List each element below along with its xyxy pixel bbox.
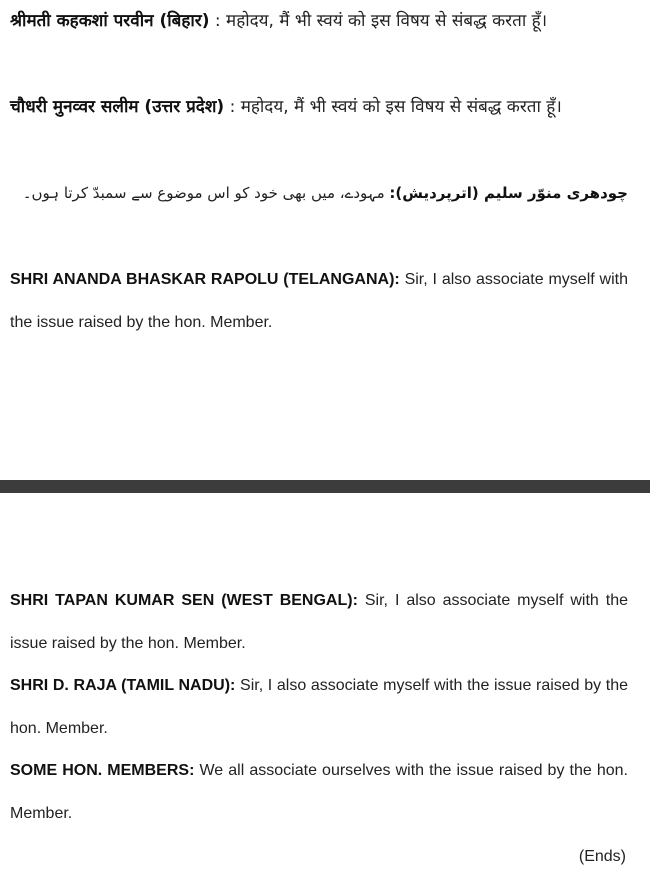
speaker-name: SHRI ANANDA BHASKAR RAPOLU (TELANGANA):	[10, 271, 400, 288]
statement-hindi-2	[10, 86, 628, 129]
speaker-name: श्रीमती कहकशां परवीन (बिहार)	[10, 11, 210, 31]
statement-english-1	[10, 258, 628, 344]
speaker-name: चौधरी मुनव्वर सलीम (उत्तर प्रदेश)	[10, 97, 225, 117]
document-page-bottom	[0, 493, 650, 873]
speaker-name: چودھری منوّر سلیم (اترپردیش):	[389, 184, 628, 202]
page-divider	[0, 480, 650, 493]
statement-english-3	[10, 664, 628, 750]
statement-text: Sir, I also associate myself with the issue raised by the hon. Member.	[10, 677, 629, 737]
statement-text: We all associate ourselves with the issue raised by the hon. Member.	[10, 762, 629, 822]
statement-text: Sir, I also associate myself with the issue raised by the hon. Member.	[10, 271, 629, 331]
speaker-name: SHRI D. RAJA (TAMIL NADU):	[10, 677, 236, 694]
statement-text: مہودے، میں بھی خود کو اس موضوع سے سمبدّ کرتا ہوں۔	[22, 184, 390, 202]
statement-text: : महोदय, मैं भी स्वयं को इस विषय से संबद्ध करता हूँ।	[209, 11, 548, 31]
statement-english-2	[10, 579, 628, 665]
statement-hindi-1	[10, 0, 628, 43]
ends-marker: (Ends)	[578, 848, 626, 865]
statement-urdu	[10, 172, 628, 215]
speaker-name: SHRI TAPAN KUMAR SEN (WEST BENGAL):	[10, 592, 358, 609]
statement-text: Sir, I also associate myself with the issue raised by the hon. Member.	[10, 592, 629, 652]
statement-english-4	[10, 749, 628, 835]
statement-text: : महोदय, मैं भी स्वयं को इस विषय से संबद्ध करता हूँ।	[224, 97, 562, 117]
speaker-name: SOME HON. MEMBERS:	[10, 762, 195, 779]
